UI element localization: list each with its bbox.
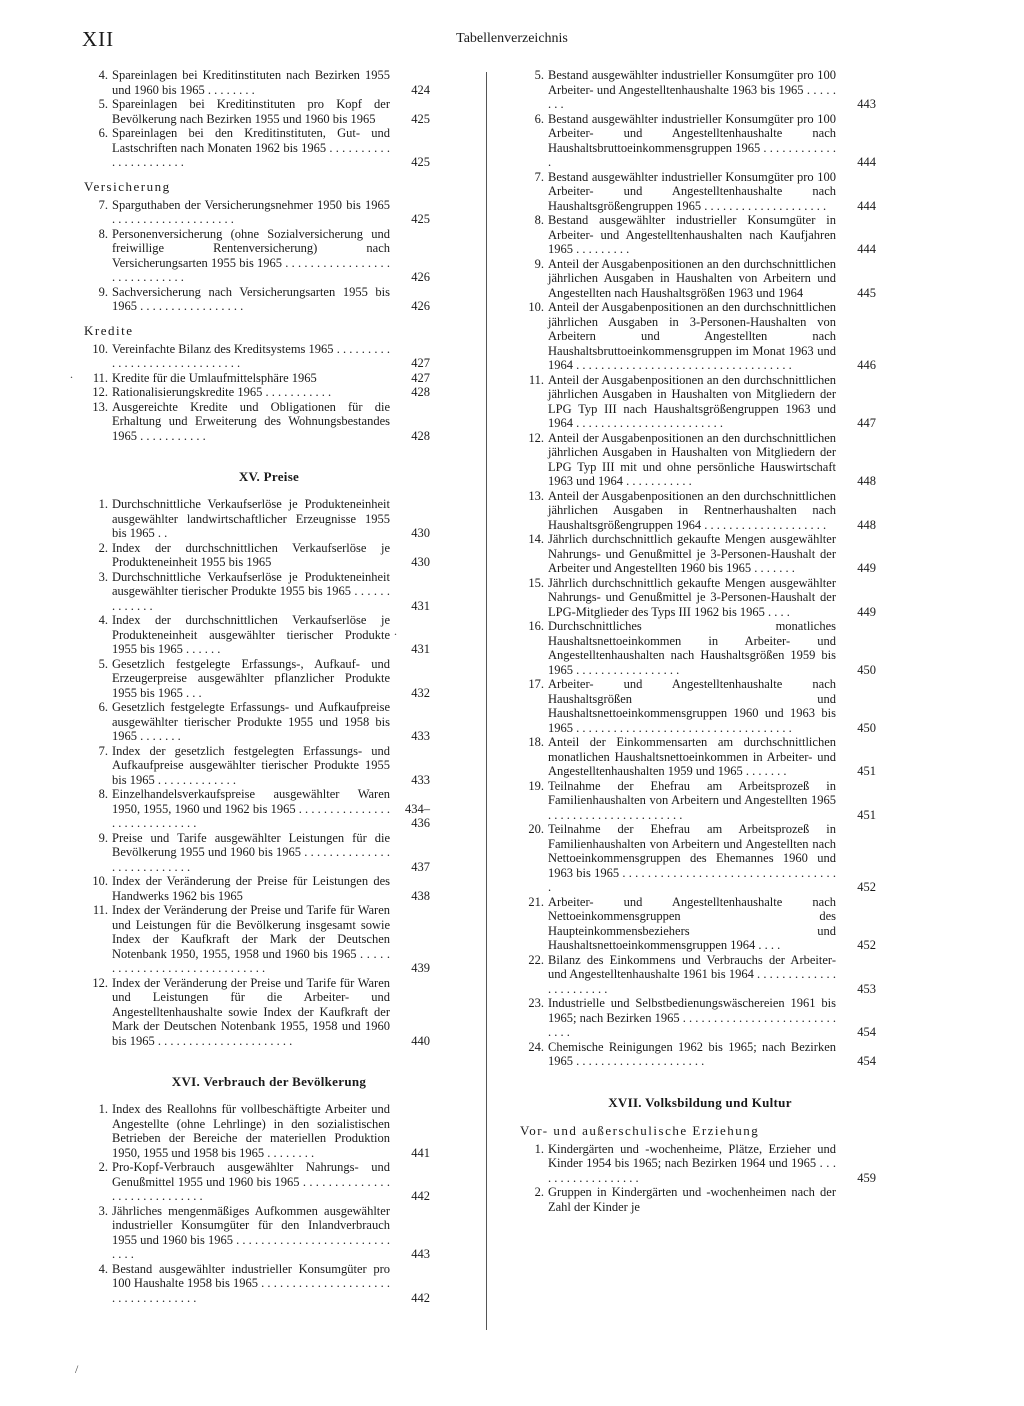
entry-title: Vereinfachte Bilanz des Kreditsystems 1965 . . . . . . . . . . . . . . . . . . . . . . . . . . . . . . xyxy=(112,341,390,370)
toc-entry xyxy=(84,613,434,657)
entry-title: Index der durchschnittlichen Verkaufserlöse je Produkteneinheit 1955 bis 1965 xyxy=(112,540,390,569)
entry-number: 9. xyxy=(98,830,108,845)
margin-mark: / xyxy=(75,1362,79,1376)
toc-entry xyxy=(520,996,880,1040)
toc-entry xyxy=(520,619,880,677)
entry-number: 4. xyxy=(98,68,108,82)
left-column xyxy=(84,68,434,1305)
entry-number: 8. xyxy=(98,787,108,801)
toc-entry xyxy=(520,489,880,533)
entry-number: 4. xyxy=(98,613,108,627)
section-subheading: Vor- und außerschulische Erziehung xyxy=(520,1122,760,1138)
entry-page-number: 439 xyxy=(411,961,430,975)
entry-number: 11. xyxy=(92,370,108,385)
entry-title: Sparguthaben der Versicherungsnehmer 1950 bis 1965 . . . . . . . . . . . . . . . . . . . . xyxy=(112,197,390,226)
chapter-heading: XVI. Verbrauch der Bevölkerung xyxy=(171,1074,367,1089)
entry-title: Gesetzlich festgelegte Erfassungs-, Aufkauf- und Erzeugerpreise ausgewählter pflanzlicher Produkte 1955 bis 1965 . . . xyxy=(112,656,390,700)
entry-number: 12. xyxy=(92,385,108,399)
entry-title: Anteil der Einkommensarten am durchschnittlichen monatlichen Haushaltsnettoeinkommen in Arbeiter- und Angestelltenhaushalten 1959 und 1965 . . . . . . . xyxy=(548,735,836,778)
entry-number: 20. xyxy=(528,822,544,836)
toc-entry xyxy=(520,735,880,779)
entry-page-number: 425 xyxy=(411,212,430,226)
entry-number: 8. xyxy=(534,213,544,227)
toc-entry xyxy=(84,831,434,875)
entry-number: 12. xyxy=(528,430,544,445)
section-subheading: Versicherung xyxy=(84,178,171,194)
entry-page-number: 450 xyxy=(857,720,876,735)
entry-title: Bestand ausgewählter industrieller Konsumgüter pro 100 Arbeiter- und Angestelltenhaushalte nach Haushaltsbruttoeinkommensgruppen 1965 . . . . . . . . . . . . . xyxy=(548,111,836,169)
entry-page-number: 443 xyxy=(857,97,876,111)
entry-page-number: 426 xyxy=(411,299,430,313)
entry-title: Ausgereichte Kredite und Obligationen für die Erhaltung und Erweiterung des Wohnungsbestandes 1965 . . . . . . . . . . . xyxy=(112,399,390,443)
toc-entry xyxy=(84,1102,434,1160)
entry-page-number: 425 xyxy=(411,111,430,126)
entry-number: 1. xyxy=(98,497,108,511)
entry-title: Arbeiter- und Angestelltenhaushalte nach Nettoeinkommensgruppen des Haupteinkommensbeziehers und Haushaltsnettoeinkommensgruppen 1964 . . . . xyxy=(548,894,836,952)
entry-number: 6. xyxy=(98,126,108,140)
toc-entry xyxy=(84,371,434,386)
section-subheading: Kredite xyxy=(84,322,134,338)
entry-number: 6. xyxy=(98,700,108,714)
entry-page-number: 431 xyxy=(411,598,430,613)
toc-entry xyxy=(520,822,880,895)
entry-number: 5. xyxy=(534,68,544,82)
entry-page-number: 433 xyxy=(411,729,430,743)
entry-page-number: 454 xyxy=(857,1025,876,1039)
entry-title: Index der Veränderung der Preise und Tarife für Waren und Leistungen für die Arbeiter- und Angestelltenhaushalte sowie Index der Kaufkraft der Mark der Deutschen Notenbank 1955, 1958 und 1960 bis 1965 . . . . . . . . . . . . . . . . . . . . . . xyxy=(112,975,390,1048)
page-number: XII xyxy=(82,27,115,51)
entry-page-number: 445 xyxy=(857,285,876,300)
entry-number: 13. xyxy=(92,399,108,414)
column-divider xyxy=(486,72,487,1330)
chapter-heading: XV. Preise xyxy=(238,469,300,484)
entry-number: 8. xyxy=(98,226,108,241)
entry-number: 10. xyxy=(92,874,108,888)
entry-title: Kindergärten und -wochenheime, Plätze, Erzieher und Kinder 1954 bis 1965; nach Bezirken 1964 und 1965 . . . . . . . . . . . . . . . . . . xyxy=(548,1141,836,1185)
toc-entry xyxy=(520,170,880,214)
entry-title: Bestand ausgewählter industrieller Konsumgüter pro 100 Haushalte 1958 bis 1965 . . . . . . . . . . . . . . . . . . . . . . . . . . . . . . . . . . . xyxy=(112,1261,390,1305)
entry-page-number: 425 xyxy=(411,155,430,169)
entry-title: Personenversicherung (ohne Sozialversicherung und freiwillige Rentenversicherung) nach Versicherungsarten 1955 bis 1965 . . . . . . . . . . . . . . . . . . . . . . . . . . . . . xyxy=(112,226,390,284)
toc-entry xyxy=(520,532,880,576)
entry-number: 10. xyxy=(528,300,544,314)
entry-title: Spareinlagen bei den Kreditinstituten, Gut- und Lastschriften nach Monaten 1962 bis 1965 . . . . . . . . . . . . . . . . . . . . . . xyxy=(112,126,390,169)
toc-entry xyxy=(520,431,880,489)
entry-page-number: 449 xyxy=(857,561,876,575)
toc-entry xyxy=(84,541,434,570)
entry-number: 11. xyxy=(528,372,544,387)
toc-entry xyxy=(520,1185,880,1214)
entry-title: Index der gesetzlich festgelegten Erfassungs- und Aufkaufpreise ausgewählter tierischer Produkte 1955 bis 1965 . . . . . . . . . . . . . xyxy=(112,743,390,787)
toc-entry xyxy=(84,744,434,788)
entry-number: 18. xyxy=(528,735,544,749)
entry-number: 10. xyxy=(92,341,108,356)
toc-entry xyxy=(520,1142,880,1186)
entry-title: Jährliches mengenmäßiges Aufkommen ausgewählter industrieller Konsumgüter für den Inlandverbrauch 1955 und 1960 bis 1965 . . . . . . . . . . . . . . . . . . . . . . . . . . . . . xyxy=(112,1203,390,1261)
toc-entry xyxy=(520,112,880,170)
entry-number: 1. xyxy=(98,1102,108,1116)
entry-number: 22. xyxy=(528,952,544,967)
entry-page-number: 451 xyxy=(857,764,876,778)
entry-page-number: 444 xyxy=(857,198,876,213)
entry-page-number: 450 xyxy=(857,662,876,677)
entry-page-number: 428 xyxy=(411,385,430,399)
entry-title: Bestand ausgewählter industrieller Konsumgüter pro 100 Arbeiter- und Angestelltenhaushalte 1963 bis 1965 . . . . . . . . xyxy=(548,68,836,111)
entry-number: 12. xyxy=(92,975,108,990)
entry-title: Anteil der Ausgabenpositionen an den durchschnittlichen jährlichen Ausgaben in Haushalten von Arbeitern und Angestellten nach Haushaltsgrößen 1963 und 1964 xyxy=(548,256,836,300)
entry-number: 2. xyxy=(98,540,108,555)
toc-entry xyxy=(84,1262,434,1306)
entry-number: 2. xyxy=(98,1160,108,1174)
entry-page-number: 434–436 xyxy=(405,801,430,830)
entry-title: Industrielle und Selbstbedienungswäschereien 1961 bis 1965; nach Bezirken 1965 . . . . . . . . . . . . . . . . . . . . . . . . . . . . . xyxy=(548,996,836,1039)
entry-number: 5. xyxy=(98,656,108,671)
entry-page-number: 454 xyxy=(857,1054,876,1068)
entry-page-number: 424 xyxy=(411,82,430,97)
entry-title: Arbeiter- und Angestelltenhaushalte nach Haushaltsgrößen und Haushaltsnettoeinkommensgruppen 1960 und 1963 bis 1965 . . . . . . . . . . . . . . . . . . . . . . . . . . . . . . . . . . . xyxy=(548,677,836,735)
entry-page-number: 431 xyxy=(411,642,430,656)
entry-number: 7. xyxy=(98,197,108,212)
toc-entry xyxy=(84,285,434,314)
toc-entry xyxy=(84,126,434,170)
toc-entry xyxy=(520,1040,880,1069)
entry-number: 6. xyxy=(534,111,544,126)
toc-entry xyxy=(520,953,880,997)
toc-entry xyxy=(84,874,434,903)
toc-entry xyxy=(520,213,880,257)
entry-page-number: 452 xyxy=(857,880,876,894)
entry-number: 19. xyxy=(528,778,544,793)
toc-entry xyxy=(84,1204,434,1262)
entry-title: Index der Veränderung der Preise für Leistungen des Handwerks 1962 bis 1965 xyxy=(112,874,390,903)
entry-title: Anteil der Ausgabenpositionen an den durchschnittlichen jährlichen Ausgaben in 3-Personen-Haushalten von Arbeitern und Angestellten nach Haushaltsbruttoeinkommensgruppen im Monat 1963 und 1964 . . . . . . . . . . . . . . . . . . . . . . . . . . . . . . . . . . . xyxy=(548,300,836,372)
entry-title: Rationalisierungskredite 1965 . . . . . . . . . . . xyxy=(112,385,332,399)
toc-entry xyxy=(520,373,880,431)
toc-entry xyxy=(520,677,880,735)
toc-entry xyxy=(84,342,434,371)
toc-entry xyxy=(84,497,434,541)
toc-entry xyxy=(84,657,434,701)
toc-entry xyxy=(84,903,434,976)
entry-title: Index des Reallohns für vollbeschäftigte Arbeiter und Angestellte (ohne Lehrlinge) in den sozialistischen Betrieben der Bereiche der materiellen Produktion 1950, 1955 und 1958 bis 1965 . . . . . . . . xyxy=(112,1102,390,1160)
entry-number: 21. xyxy=(528,894,544,909)
entry-title: Durchschnittliche Verkaufserlöse je Produkteneinheit ausgewählter tierischer Produkte 1955 bis 1965 . . . . . . . . . . . . . xyxy=(112,569,390,613)
right-column xyxy=(520,68,880,1214)
toc-entry xyxy=(84,68,434,97)
entry-page-number: 428 xyxy=(411,428,430,443)
entry-title: Anteil der Ausgabenpositionen an den durchschnittlichen jährlichen Ausgaben in Haushalten von Mitgliedern der LPG Typ III nach Haushaltsgrößengruppen 1963 und 1964 . . . . . . . . . . . . . . . . . . . . . . . . xyxy=(548,372,836,430)
entry-page-number: 452 xyxy=(857,938,876,952)
toc-entry xyxy=(84,198,434,227)
entry-number: 4. xyxy=(98,1261,108,1276)
toc-entry xyxy=(84,570,434,614)
entry-title: Jährlich durchschnittlich gekaufte Mengen ausgewählter Nahrungs- und Genußmittel je 3-Personen-Haushalt der LPG-Mitglieder des Typs III 1962 bis 1965 . . . . xyxy=(548,575,836,619)
entry-page-number: 449 xyxy=(857,604,876,619)
entry-page-number: 446 xyxy=(857,358,876,372)
toc-entry xyxy=(84,97,434,126)
entry-title: Spareinlagen bei Kreditinstituten pro Kopf der Bevölkerung nach Bezirken 1955 und 1960 bis 1965 xyxy=(112,97,390,126)
entry-number: 1. xyxy=(534,1141,544,1156)
entry-title: Gruppen in Kindergärten und -wochenheimen nach der Zahl der Kinder je xyxy=(548,1185,836,1214)
entry-title: Pro-Kopf-Verbrauch ausgewählter Nahrungs- und Genußmittel 1955 und 1960 bis 1965 . . . . . . . . . . . . . . . . . . . . . . . . . . . . . xyxy=(112,1160,390,1203)
entry-number: 9. xyxy=(98,284,108,299)
entry-page-number: 432 xyxy=(411,685,430,700)
toc-entry xyxy=(520,779,880,823)
entry-page-number: 442 xyxy=(411,1189,430,1203)
entry-number: 5. xyxy=(98,97,108,111)
entry-page-number: 437 xyxy=(411,859,430,874)
toc-entry xyxy=(84,976,434,1049)
toc-entry xyxy=(520,895,880,953)
margin-mark: . xyxy=(394,624,397,638)
entry-title: Durchschnittliche Verkaufserlöse je Produkteneinheit ausgewählter landwirtschaftlicher Erzeugnisse 1955 bis 1965 . . xyxy=(112,497,390,540)
entry-title: Bestand ausgewählter industrieller Konsumgüter in Arbeiter- und Angestelltenhaushalten nach Kaufjahren 1965 . . . . . . . . . xyxy=(548,213,836,256)
entry-title: Durchschnittliches monatliches Haushaltsnettoeinkommen in Arbeiter- und Angestelltenhaushalten nach Haushaltsgrößen 1959 bis 1965 . . . . . . . . . . . . . . . . . xyxy=(548,619,836,677)
entry-page-number: 438 xyxy=(411,888,430,903)
entry-number: 15. xyxy=(528,575,544,590)
page-heading: Tabellenverzeichnis xyxy=(456,31,568,46)
entry-title: Index der Veränderung der Preise und Tarife für Waren und Leistungen für die Bevölkerung insgesamt sowie Index der Kaufkraft der Mark der Deutschen Notenbank 1950, 1955, 1958 und 1960 bis 1965 . . . . . . . . . . . . . . . . . . . . . . . . . . . . . . xyxy=(112,903,390,975)
entry-number: 24. xyxy=(528,1039,544,1054)
entry-number: 11. xyxy=(92,903,108,917)
entry-number: 2. xyxy=(534,1185,544,1199)
entry-number: 16. xyxy=(528,619,544,633)
entry-title: Kredite für die Umlaufmittelsphäre 1965 xyxy=(112,370,317,385)
entry-page-number: 444 xyxy=(857,242,876,256)
entry-page-number: 443 xyxy=(411,1247,430,1261)
entry-number: 13. xyxy=(528,488,544,503)
entry-title: Jährlich durchschnittlich gekaufte Mengen ausgewählter Nahrungs- und Genußmittel je 3-Personen-Haushalt der Arbeiter und Angestellten 1960 bis 1965 . . . . . . . xyxy=(548,532,836,575)
entry-page-number: 433 xyxy=(411,772,430,787)
toc-entry xyxy=(84,400,434,444)
entry-title: Einzelhandelsverkaufspreise ausgewählter Waren 1950, 1955, 1960 und 1962 bis 1965 . . . . . . . . . . . . . . . . . . . . . . . . . . . . . xyxy=(112,787,390,830)
entry-page-number: 447 xyxy=(857,416,876,430)
entry-title: Bilanz des Einkommens und Verbrauchs der Arbeiter- und Angestelltenhaushalte 1961 bis 1964 . . . . . . . . . . . . . . . . . . . . . . . xyxy=(548,952,836,996)
entry-page-number: 448 xyxy=(857,517,876,532)
entry-page-number: 427 xyxy=(411,356,430,370)
entry-number: 14. xyxy=(528,532,544,546)
entry-number: 9. xyxy=(534,256,544,271)
entry-title: Teilnahme der Ehefrau am Arbeitsprozeß in Familienhaushalten von Arbeitern und Angestellten nach Nettoeinkommensgruppen des Ehemannes 1960 und 1963 bis 1965 . . . . . . . . . . . . . . . . . . . . . . . . . . . . . . . . . . . xyxy=(548,822,836,894)
entry-page-number: 426 xyxy=(411,270,430,284)
entry-number: 7. xyxy=(534,169,544,184)
entry-title: Preise und Tarife ausgewählter Leistungen für die Bevölkerung 1955 und 1960 bis 1965 . . . . . . . . . . . . . . . . . . . . . . . . . . . xyxy=(112,830,390,874)
entry-title: Gesetzlich festgelegte Erfassungs- und Aufkaufpreise ausgewählter tierischer Produkte 1955 und 1958 bis 1965 . . . . . . . xyxy=(112,700,390,743)
toc-entry xyxy=(520,257,880,301)
entry-page-number: 459 xyxy=(857,1170,876,1185)
entry-page-number: 448 xyxy=(857,474,876,488)
toc-entry xyxy=(520,300,880,373)
entry-page-number: 451 xyxy=(857,807,876,822)
entry-page-number: 442 xyxy=(411,1290,430,1305)
entry-title: Spareinlagen bei Kreditinstituten nach Bezirken 1955 und 1960 bis 1965 . . . . . . . . xyxy=(112,68,390,97)
toc-entry xyxy=(520,68,880,112)
entry-number: 7. xyxy=(98,743,108,758)
entry-title: Anteil der Ausgabenpositionen an den durchschnittlichen jährlichen Ausgaben in Haushalten von Mitgliedern der LPG Typ III mit und ohne persönliche Hauswirtschaft 1963 und 1964 . . . . . . . . . . . xyxy=(548,430,836,488)
entry-page-number: 430 xyxy=(411,555,430,569)
entry-title: Teilnahme der Ehefrau am Arbeitsprozeß in Familienhaushalten von Arbeitern und Angestellten 1965 . . . . . . . . . . . . . . . . . . . . . . xyxy=(548,778,836,822)
entry-page-number: 441 xyxy=(411,1145,430,1160)
entry-title: Anteil der Ausgabenpositionen an den durchschnittlichen jährlichen Ausgaben in Rentnerhaushalten nach Haushaltsgrößengruppen 1964 . . . . . . . . . . . . . . . . . . . . xyxy=(548,488,836,532)
entry-page-number: 440 xyxy=(411,1033,430,1048)
entry-number: 23. xyxy=(528,996,544,1010)
toc-entry xyxy=(84,227,434,285)
toc-entry xyxy=(84,385,434,400)
entry-title: Sachversicherung nach Versicherungsarten 1955 bis 1965 . . . . . . . . . . . . . . . . . xyxy=(112,284,390,313)
entry-number: 3. xyxy=(98,569,108,584)
entry-title: Index der durchschnittlichen Verkaufserlöse je Produkteneinheit ausgewählter tierischer Produkte 1955 bis 1965 . . . . . . xyxy=(112,613,390,656)
margin-mark: . xyxy=(70,367,73,381)
entry-title: Chemische Reinigungen 1962 bis 1965; nach Bezirken 1965 . . . . . . . . . . . . . . . . . . . . . xyxy=(548,1039,836,1068)
toc-entry xyxy=(84,787,434,831)
entry-page-number: 453 xyxy=(857,981,876,996)
entry-page-number: 430 xyxy=(411,526,430,540)
entry-page-number: 427 xyxy=(411,370,430,385)
entry-number: 17. xyxy=(528,677,544,691)
toc-entry xyxy=(84,700,434,744)
toc-entry xyxy=(520,576,880,620)
entry-title: Bestand ausgewählter industrieller Konsumgüter pro 100 Arbeiter- und Angestelltenhaushalte nach Haushaltsgrößengruppen 1965 . . . . . . . . . . . . . . . . . . . . xyxy=(548,169,836,213)
chapter-heading: XVII. Volksbildung und Kultur xyxy=(608,1094,792,1110)
toc-entry xyxy=(84,1160,434,1204)
entry-number: 3. xyxy=(98,1203,108,1218)
entry-page-number: 444 xyxy=(857,155,876,169)
